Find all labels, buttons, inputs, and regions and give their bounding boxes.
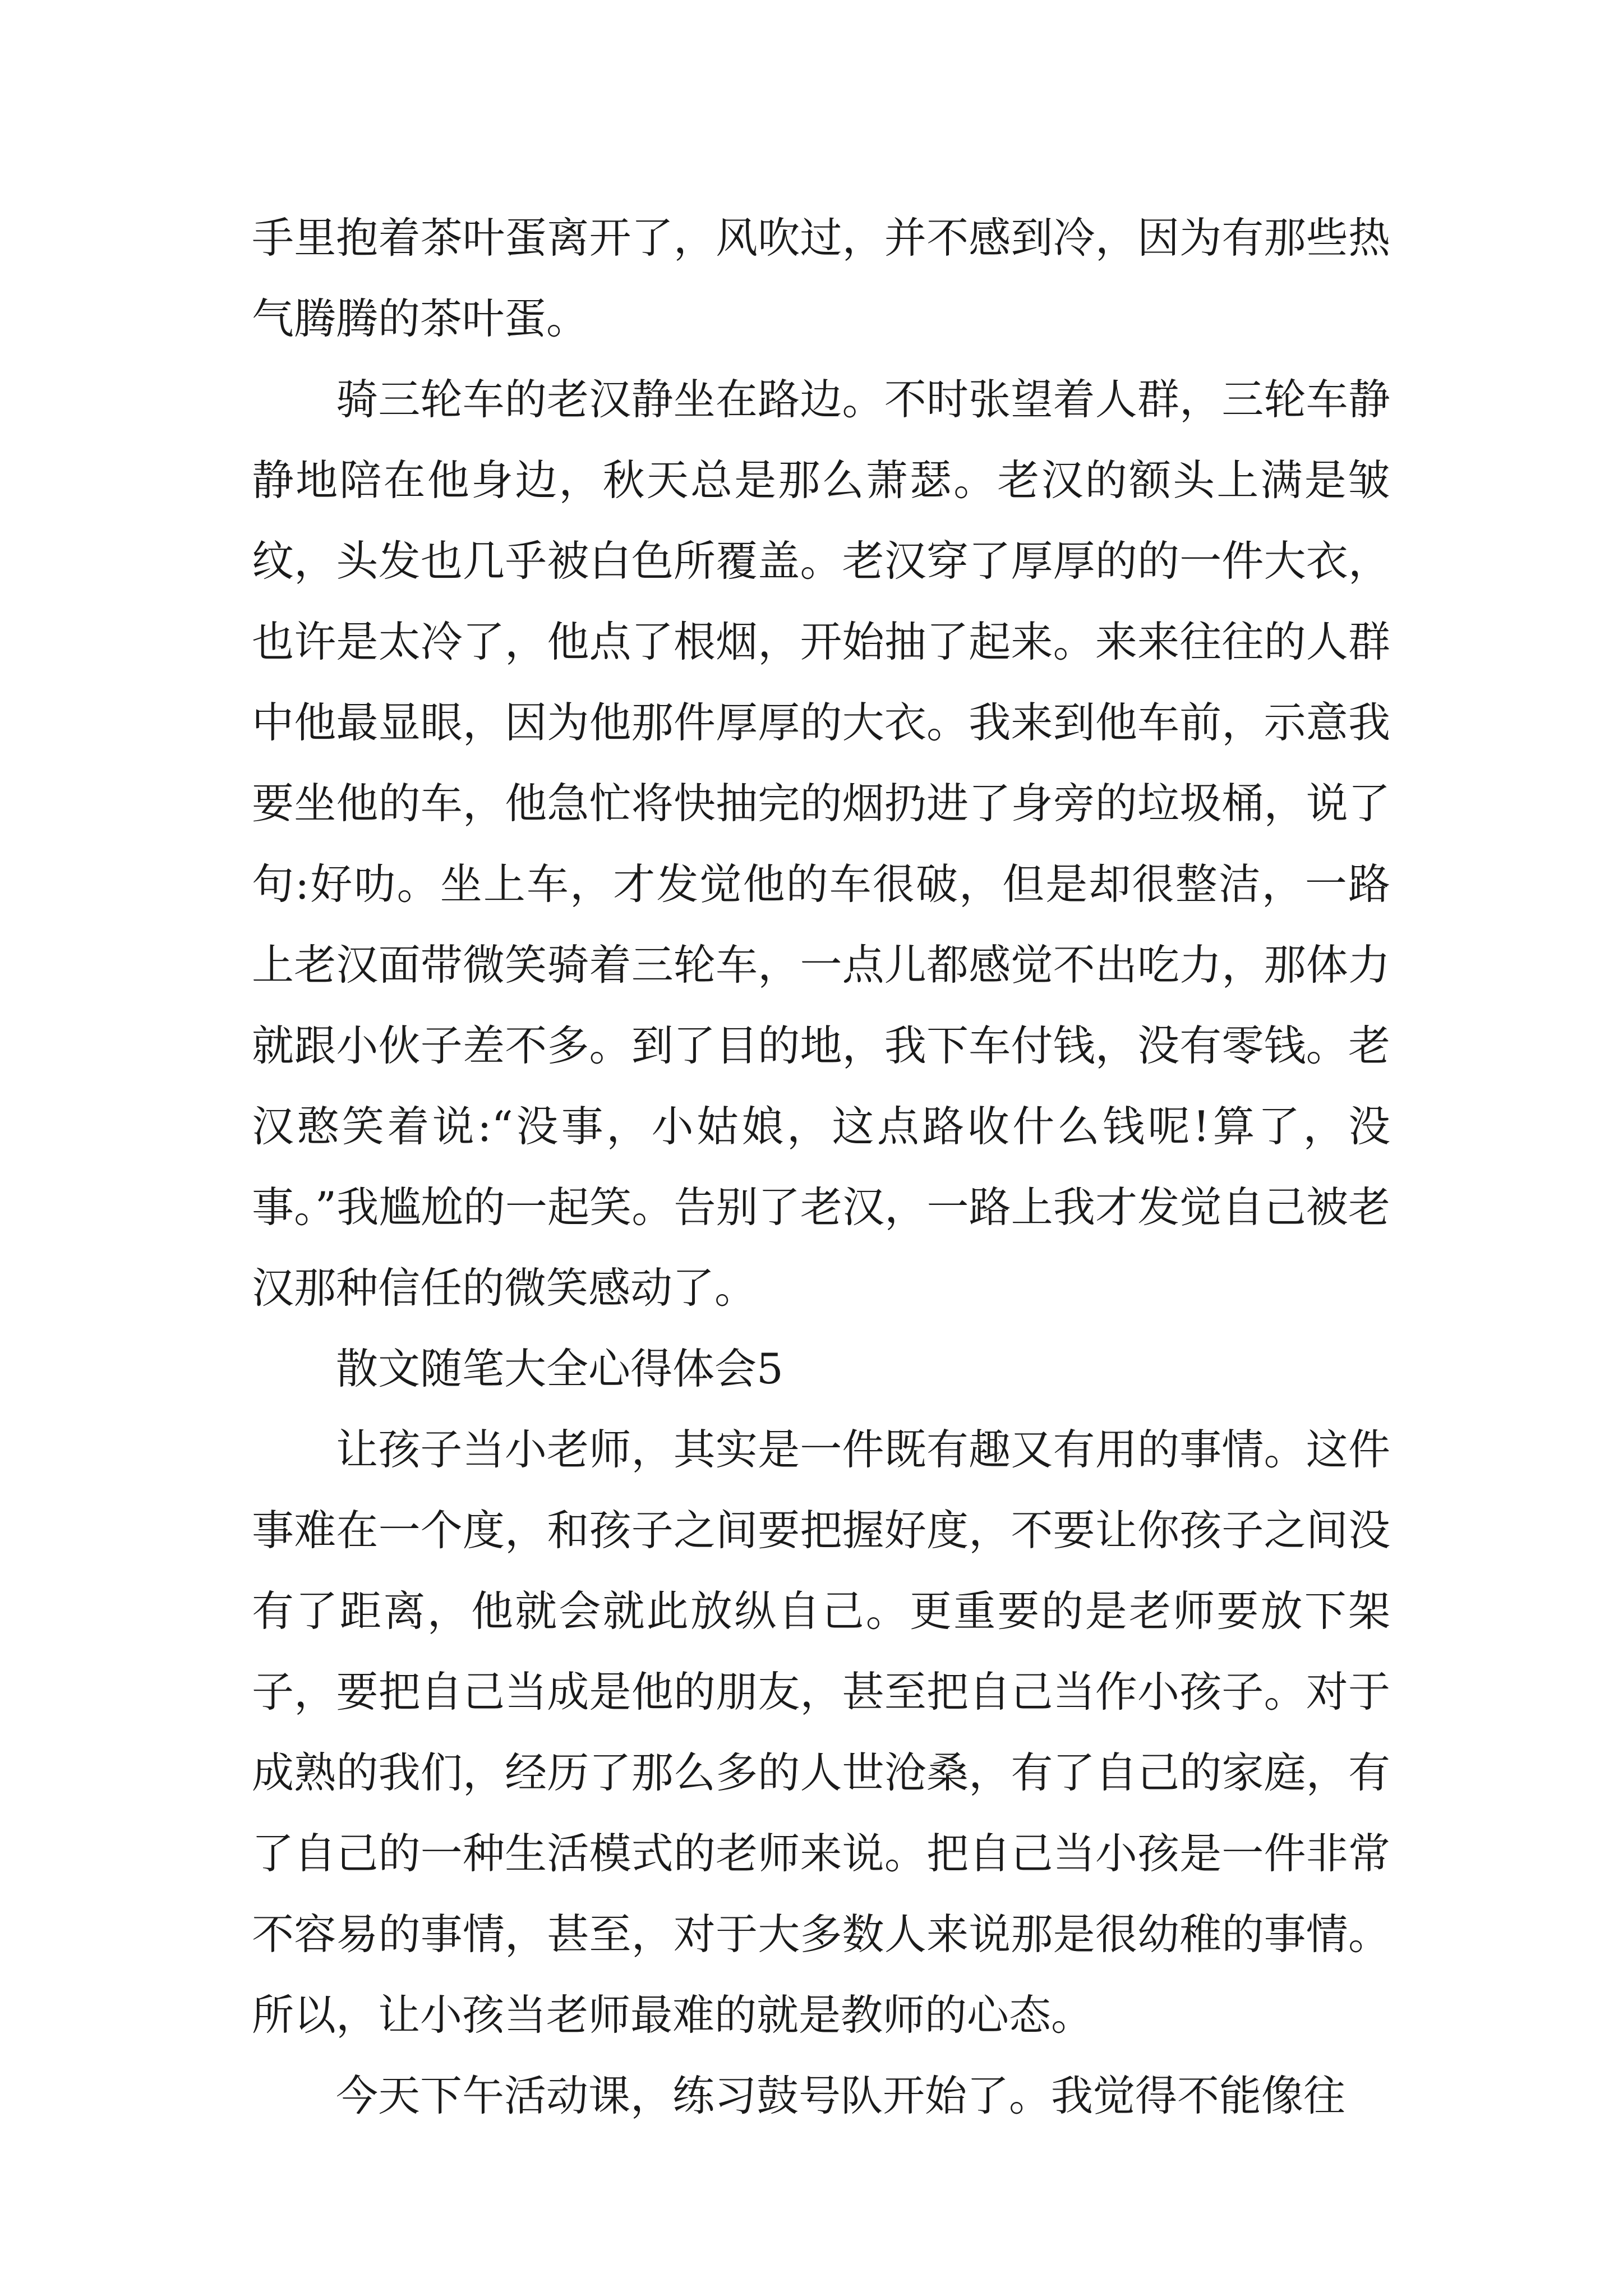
paragraph-little-teacher: 让孩子当小老师，其实是一件既有趣又有用的事情。这件事难在一个度，和孩子之间要把握好度，不要让你孩子之间没有了距离，他就会就此放纵自己。更重要的是老师要放下架子，要把自己当成是他的朋友，甚至把自己当作小孩子。对于成熟的我们，经历了那么多的人世沧桑，有了自己的家庭，有了自己的一种生活模式的老师来说。把自己当小孩是一件非常不容易的事情，甚至，对于大多数人来说那是很幼稚的事情。所以，让小孩当老师最难的就是教师的心态。 bbox=[252, 1425, 1390, 2040]
section-heading: 散文随笔大全心得体会5 bbox=[336, 1344, 783, 1393]
paragraph-continuation: 手里抱着茶叶蛋离开了，风吹过，并不感到冷，因为有那些热气腾腾的茶叶蛋。 bbox=[252, 213, 1390, 343]
paragraph-tricycle-old-man: 骑三轮车的老汉静坐在路边。不时张望着人群，三轮车静静地陪在他身边，秋天总是那么萧瑟。老汉的额头上满是皱纹，头发也几乎被白色所覆盖。老汉穿了厚厚的的一件大衣，也许是太冷了，他点了根烟，开始抽了起来。来来往往的人群中他最显眼，因为他那件厚厚的大衣。我来到他车前，示意我要坐他的车，他急忙将快抽完的烟扔进了身旁的垃圾桶，说了句:好叻。坐上车，才发觉他的车很破，但是却很整洁，一路上老汉面带微笑骑着三轮车，一点儿都感觉不出吃力，那体力就跟小伙子差不多。到了目的地，我下车付钱，没有零钱。老汉憨笑着说:“没事，小姑娘，这点路收什么钱呢!算了，没事。”我尴尬的一起笑。告别了老汉，一路上我才发觉自己被老汉那种信任的微笑感动了。 bbox=[252, 375, 1390, 1313]
paragraph-drum-band: 今天下午活动课，练习鼓号队开始了。我觉得不能像往 bbox=[336, 2071, 1346, 2120]
document-body bbox=[252, 197, 1390, 2136]
